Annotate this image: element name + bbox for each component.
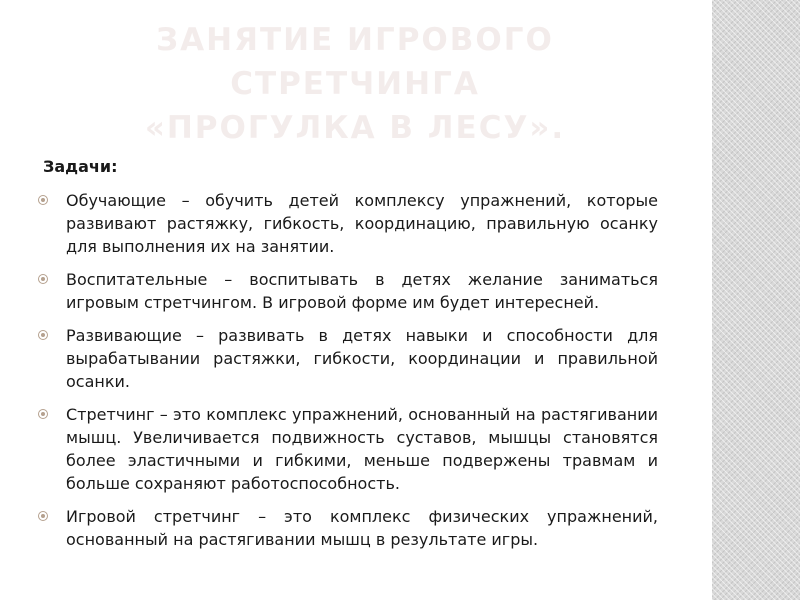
bullet-text: Развивающие – развивать в детях навыки и способности для вырабатывании растяжки, гибкости, координации и правильной осанки. (66, 326, 658, 391)
circle-bullet-icon (38, 330, 48, 340)
tasks-heading: Задачи: (43, 157, 118, 176)
slide-title-line: СТРЕТЧИНГА (230, 66, 480, 102)
decorative-side-band (712, 0, 800, 600)
bullet-text: Обучающие – обучить детей комплексу упражнений, которые развивают растяжку, гибкость, координацию, правильную осанку для выполнения их на занятии. (66, 191, 658, 256)
bullet-text: Воспитательные – воспитывать в детях желание заниматься игровым стретчингом. В игровой форме им будет интересней. (66, 270, 658, 312)
circle-bullet-icon (38, 511, 48, 521)
list-item (36, 505, 658, 551)
bullet-list (36, 189, 658, 561)
list-item (36, 268, 658, 314)
slide-title-line: ЗАНЯТИЕ ИГРОВОГО (156, 22, 554, 58)
circle-bullet-icon (38, 274, 48, 284)
circle-bullet-icon (38, 195, 48, 205)
circle-bullet-icon (38, 409, 48, 419)
bullet-text: Игровой стретчинг – это комплекс физических упражнений, основанный на растягивании мышц в результате игры. (66, 507, 658, 549)
bullet-text: Стретчинг – это комплекс упражнений, основанный на растягивании мышц. Увеличивается подвижность суставов, мышцы становятся более эластичными и гибкими, меньше подвержены травмам и больше сохраняют работоспособность. (66, 405, 658, 493)
slide-title-line: «ПРОГУЛКА В ЛЕСУ». (144, 110, 566, 146)
list-item (36, 403, 658, 495)
list-item (36, 189, 658, 258)
list-item (36, 324, 658, 393)
slide-title (130, 18, 580, 150)
